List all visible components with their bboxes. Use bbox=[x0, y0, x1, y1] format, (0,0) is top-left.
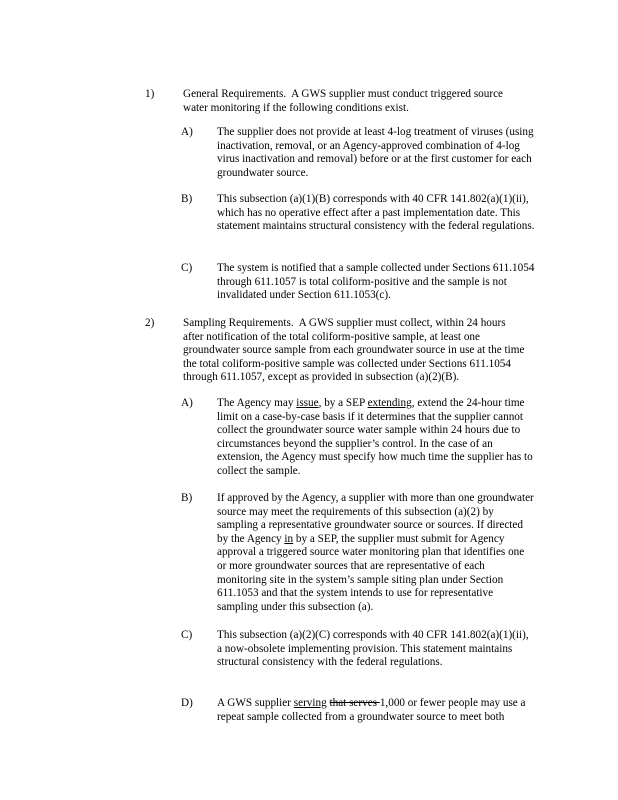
paragraph-body: A GWS supplier must conduct triggered source water monitoring if the following conditions exist. bbox=[183, 88, 504, 114]
paragraph-heading: Sampling Requirements. bbox=[183, 317, 294, 329]
paragraph-text bbox=[183, 317, 525, 385]
subparagraph-text: This subsection (a)(2)(C) corresponds with 40 CFR 141.802(a)(1)(ii), a now-obsolete implementing provision. This statement maintains structural consistency with the federal regulations. bbox=[217, 629, 529, 669]
text-run: , extend the 24-hour time limit on a case-by-case basis if it determines that the supplier cannot collect the groundwater source water sample within 24 hours due to circumstances beyond the supplier’s control. In the case of an extension, the Agency must specify how much time the supplier has to collect the sample. bbox=[217, 397, 533, 477]
subparagraph-text: The system is notified that a sample collected under Sections 611.1054 through 611.1057 is total coliform-positive and the sample is not invalidated under Section 611.1053(c). bbox=[217, 262, 535, 302]
paragraph-number: 2) bbox=[145, 317, 155, 329]
text-run: A GWS supplier bbox=[217, 697, 294, 709]
inserted-text: extending bbox=[367, 397, 412, 409]
paragraph-number: 1) bbox=[145, 88, 155, 100]
subparagraph-number: C) bbox=[181, 629, 193, 641]
inserted-text: issue bbox=[296, 397, 319, 409]
paragraph-body: A GWS supplier must collect, within 24 hours after notification of the total coliform-positive sample, at least one groundwater source sample from each groundwater source in use at the time the total coliform-positive sample was collected under Sections 611.1054 through 611.1057, except as provided in subsection (a)(2)(B). bbox=[183, 317, 525, 384]
text-run: , by a SEP bbox=[318, 397, 368, 409]
text-run: 1,000 or fewer people may use a repeat sample collected from a groundwater source to meet both bbox=[217, 697, 526, 723]
subparagraph-number: B) bbox=[181, 193, 193, 205]
inserted-text: serving bbox=[293, 697, 327, 709]
subparagraph-text bbox=[217, 697, 535, 724]
paragraph-text bbox=[183, 88, 525, 115]
subparagraph-number: A) bbox=[181, 126, 193, 138]
text-run: If approved by the Agency, a supplier with more than one groundwater source may meet the requirements of this subsection (a)(2) by sampling a representative groundwater source or sources. If directed by the Agency bbox=[217, 492, 534, 545]
text-run: by a SEP, the supplier must submit for Agency approval a triggered source water monitoring plan that identifies one or more groundwater sources that are representative of each monitoring site in the system’s sample siting plan under Section 611.1053 and that the system intends to use for representative sampling under this subsection (a). bbox=[217, 532, 525, 613]
subparagraph-text bbox=[217, 492, 535, 614]
subparagraph-text: The supplier does not provide at least 4-log treatment of viruses (using inactivation, removal, or an Agency-approved combination of 4-log virus inactivation and removal) before or at the first customer for each groundwater source. bbox=[217, 126, 534, 179]
paragraph-heading: General Requirements. bbox=[183, 88, 287, 100]
subparagraph-number: D) bbox=[181, 697, 193, 709]
deleted-text: that serves bbox=[329, 697, 380, 709]
subparagraph-number: A) bbox=[181, 397, 193, 409]
subparagraph-number: C) bbox=[181, 262, 193, 274]
subparagraph-text: This subsection (a)(1)(B) corresponds with 40 CFR 141.802(a)(1)(ii), which has no operative effect after a past implementation date. This statement maintains structural consistency with the federal regulations. bbox=[217, 193, 535, 233]
text-run: The Agency may bbox=[217, 397, 297, 409]
inserted-text: in bbox=[284, 532, 294, 545]
subparagraph-number: B) bbox=[181, 492, 193, 504]
subparagraph-text bbox=[217, 397, 535, 479]
